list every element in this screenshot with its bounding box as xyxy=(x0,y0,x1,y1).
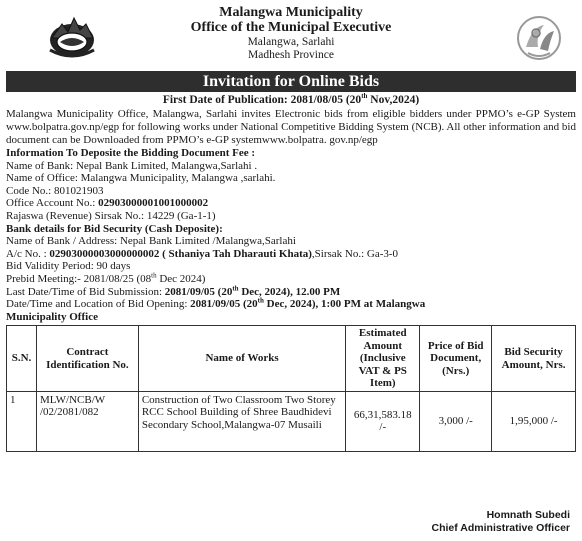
table-row xyxy=(7,391,576,451)
table-header-row xyxy=(7,326,576,392)
municipality-name: Malangwa Municipality xyxy=(219,5,363,20)
fee-rajaswa: Rajaswa (Revenue) Sirsak No.: 14229 (Ga-1-1) xyxy=(6,209,216,222)
header-sn: S.N. xyxy=(7,326,37,392)
publication-date: First Date of Publication: 2081/08/05 (20th Nov,2024) xyxy=(162,92,420,106)
fee-office: Name of Office: Malangwa Municipality, Malangwa ,sarlahi. xyxy=(6,172,276,185)
header-bid-security: Bid Security Amount, Nrs. xyxy=(492,326,576,392)
notice-title: Invitation for Online Bids xyxy=(6,71,576,92)
signatory-name: Homnath Subedi xyxy=(486,509,570,521)
prebid-meeting: Prebid Meeting:- 2081/08/25 (08th Dec 2024) xyxy=(6,271,206,285)
fee-code: Code No.: 801021903 xyxy=(6,184,104,197)
header xyxy=(6,5,576,69)
intro-paragraph: Malangwa Municipality Office, Malangwa, Sarlahi invites Electronic bids from eligible bidders under PPMO’s e-GP System www.bolpatra.gov.np/egp for following works under National Competitive Bidding System (NCB). All other information and bid document can be Downloaded from PPMO’s e-GP systemwww.bolpatra. gov.np/egp xyxy=(6,108,576,146)
header-estimated-amount: Estimated Amount (Inclusive VAT & PS Item) xyxy=(346,326,420,392)
bid-validity: Bid Validity Period: 90 days xyxy=(6,260,131,273)
cell-estimated-amount: 66,31,583.18 /- xyxy=(346,391,420,451)
security-bank: Name of Bank / Address: Nepal Bank Limited /Malangwa,Sarlahi xyxy=(6,235,296,248)
cell-contract-id: MLW/NCB/W /02/2081/082 xyxy=(36,391,138,451)
bid-opening-location: Municipality Office xyxy=(6,310,98,323)
municipality-logo-icon xyxy=(514,13,564,63)
province-name: Madhesh Province xyxy=(248,49,334,61)
last-submission: Last Date/Time of Bid Submission: 2081/09/05 (20th Dec, 2024), 12.00 PM xyxy=(6,283,341,298)
cell-document-price: 3,000 /- xyxy=(420,391,492,451)
bid-opening: Date/Time and Location of Bid Opening: 2081/09/05 (20th Dec, 2024), 1:00 PM at Malangwa xyxy=(6,296,426,311)
fee-bank: Name of Bank: Nepal Bank Limited, Malangwa,Sarlahi . xyxy=(6,159,258,172)
office-name: Office of the Municipal Executive xyxy=(190,20,392,35)
office-address: Malangwa, Sarlahi xyxy=(247,36,335,48)
cell-bid-security: 1,95,000 /- xyxy=(492,391,576,451)
cell-sn: 1 xyxy=(7,391,37,451)
header-contract-id: Contract Identification No. xyxy=(36,326,138,392)
cell-works: Construction of Two Classroom Two Storey RCC School Building of Shree Baudhidevi Secondary School,Malangwa-07 Musaili xyxy=(138,391,345,451)
signatory-title: Chief Administrative Officer xyxy=(431,522,570,534)
security-heading: Bank details for Bid Security (Cash Deposite): xyxy=(6,222,223,235)
header-document-price: Price of Bid Document, (Nrs.) xyxy=(420,326,492,392)
signature-block xyxy=(432,509,570,535)
works-table xyxy=(6,325,576,452)
fee-heading: Information To Deposite the Bidding Document Fee : xyxy=(6,147,256,159)
security-account: A/c No. : 02903000003000000002 ( Sthaniya Tah Dharauti Khata),Sirsak No.: Ga-3-0 xyxy=(6,247,399,260)
fee-account: Office Account No.: 02903000001001000002 xyxy=(6,197,209,210)
header-works: Name of Works xyxy=(138,326,345,392)
nepal-emblem-icon xyxy=(46,10,98,60)
